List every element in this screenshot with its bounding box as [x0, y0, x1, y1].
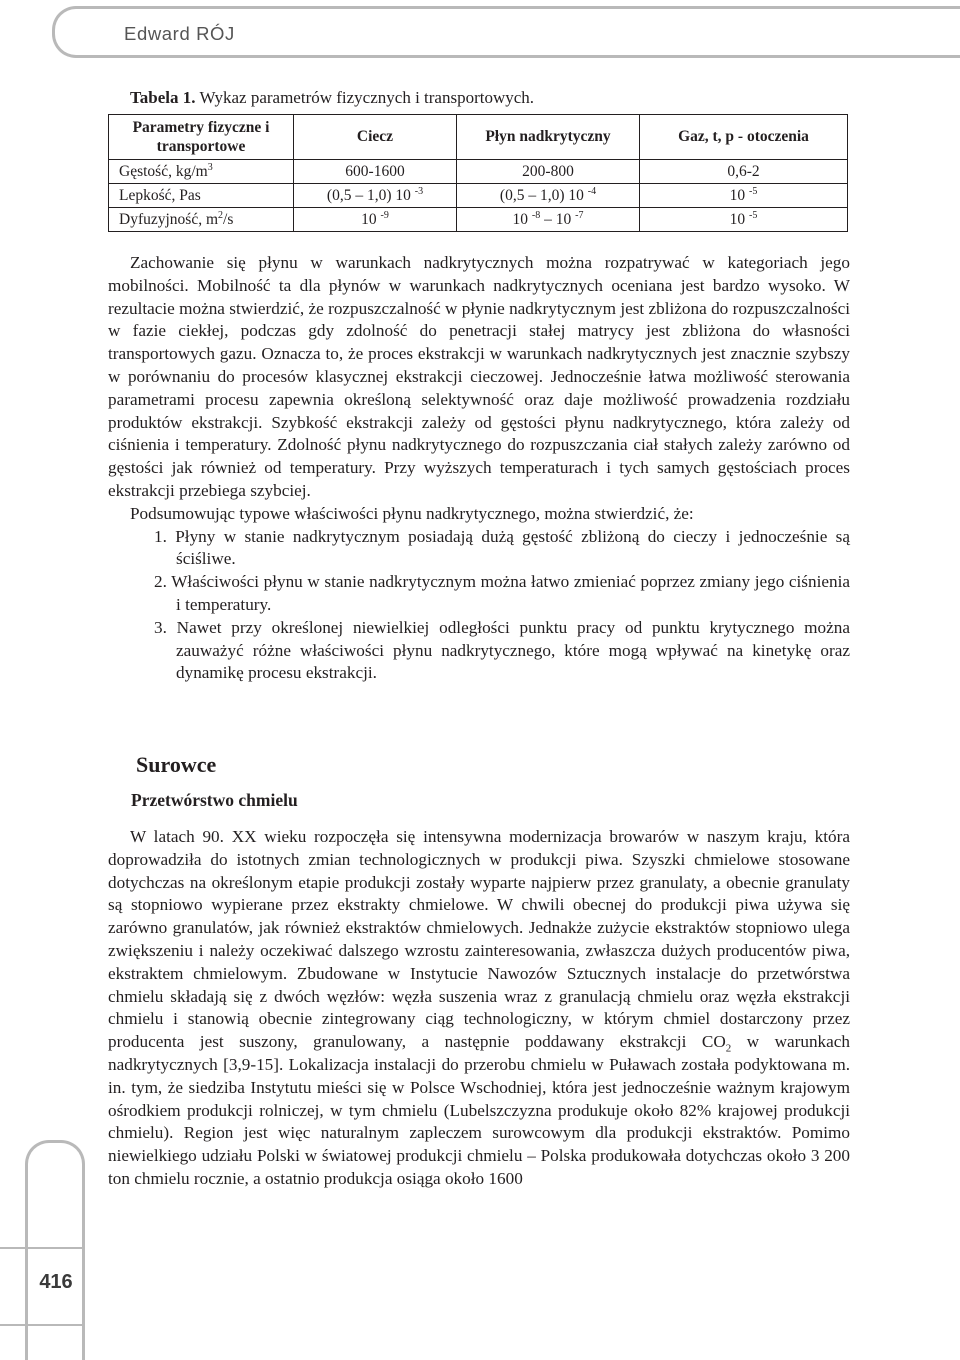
- table-caption-text: Wykaz parametrów fizycznych i transportowych.: [195, 88, 535, 107]
- param-cell: Gęstość, $kg/m^3$: [109, 160, 294, 184]
- table-row: [109, 160, 848, 184]
- table-row: [109, 184, 848, 208]
- header-supercritical-fluid: Płyn nadkrytyczny: [457, 115, 640, 160]
- body-text-main: [108, 252, 850, 685]
- page-number-divider-bottom: [0, 1324, 85, 1326]
- gas-cell: 10 $^{-5}$: [640, 208, 848, 232]
- param-cell: Dyfuzyjność, $m^2/s$: [109, 208, 294, 232]
- list-item: 3. Nawet przy określonej niewielkiej odległości punktu pracy od punktu krytycznego można zauważyć różne właściwości płynu nadkrytycznego, które mogą wpływać na kinetykę oraz dynamikę procesu ekstrakcji.: [154, 617, 850, 683]
- page-number: 416: [39, 1271, 73, 1293]
- list-item: 2. Właściwości płynu w stanie nadkrytycznym można łatwo zmieniać poprzez zmiany jego ciśnienia i temperatury.: [154, 572, 850, 614]
- gas-cell: 10 $^{-5}$: [640, 184, 848, 208]
- liquid-cell: 600-1600: [294, 160, 457, 184]
- liquid-cell: (0,5 – 1,0) 10 $^{-3}$: [294, 184, 457, 208]
- paragraph-mobility: Zachowanie się płynu w warunkach nadkrytycznych można rozpatrywać w kategoriach jego mobilności. Mobilność ta dla płynów w warunkach nadkrytycznych oceniana jest bardzo wysoko. W rezultacie można stwierdzić, że rozpuszczalność w płynie nadkrytycznym jest zbliżona do rozpuszczalności w fazie ciekłej, podczas gdy zdolność do penetracji stałej matrycy jest zbliżona do własności transportowych gazu. Oznacza to, że proces ekstrakcji w warunkach nadkrytycznych jest znacznie szybszy w porównaniu do procesów klasycznej ekstrakcji cieczowej. Jednocześnie łatwa możliwość sterowania parametrami procesu zapewnia określoną selektywność oraz daje możliwość prowadzenia rozdziału produktów ekstrakcji. Szybkość ekstrakcji zależy od gęstości płynu nadkrytycznego, która zależy od ciśnienia i temperatury. Zdolność płynu nadkrytycznego do rozpuszczania ciał stałych zależy zarówno od gęstości jak również od temperatury. Przy wyższych temperaturach i tych samych gęstościach proces ekstrakcji przebiega szybciej.: [108, 253, 850, 500]
- fluid-cell: (0,5 – 1,0) 10 $^{-4}$: [457, 184, 640, 208]
- page-number-divider: [0, 1247, 85, 1249]
- parameters-table: [108, 114, 848, 232]
- fluid-cell: 200-800: [457, 160, 640, 184]
- table-header-row: [109, 115, 848, 160]
- paragraph-hops: W latach 90. XX wieku rozpoczęła się intensywna modernizacja browarów w naszym kraju, która doprowadziła do istotnych zmian technologicznych w produkcji piwa. Szyszki chmielowe stosowane dotychczas na określonym etapie produkcji zostały wyparte najpierw przez granulaty, a obecnie granulaty są stopniowo wypierane przez ekstrakty chmielowe. W chwili obecnej do produkcji piwa używa się zarówno granulatów, jak również ekstraktów chmielowych. Jednakże zużycie ekstraktów stopniowo ulega zwiększeniu i należy oczekiwać dalszego wzrostu zainteresowania, zwłaszcza dużych producentów piwa, ekstraktem chmielowym. Zbudowane w Instytucie Nawozów Sztucznych instalacje do przetwórstwa chmielu składają się z dwóch węzłów: węzła suszenia wraz z granulacją chmielu oraz węzła ekstrakcji chmielu i stanowią obecnie zintegrowany ciąg technologiczny, w którym chmiel dostarczony przez producenta jest suszony, granulowany, a następnie poddawany ekstrakcji $CO_2$ w warunkach nadkrytycznych [3,9-15]. Lokalizacja instalacji do przerobu chmielu w Puławach została podyktowana m. in. tym, że siedziba Instytutu mieści się w Polsce Wschodniej, która jest jednocześnie ważnym krajowym ośrodkiem produkcji rolniczej, w tym chmielu (Lubelszczyzna produkuje około 82% krajowej produkcji chmielu). Region jest więc naturalnym zapleczem surowcowym dla produkcji ekstraktów. Pomimo niewielkiego udziału Polski w światowej produkcji chmielu – Polska produkowała dotychczas około 3 200 ton chmielu rocznie, a ostatnio produkcja osiąga około 1600: [108, 827, 850, 1188]
- subsection-title: Przetwórstwo chmielu: [131, 790, 298, 810]
- gas-cell: 0,6-2: [640, 160, 848, 184]
- liquid-cell: 10 $^{-9}$: [294, 208, 457, 232]
- table-row: [109, 208, 848, 232]
- running-header-author: Edward RÓJ: [124, 23, 235, 44]
- body-text-hops: [108, 826, 850, 1191]
- header-liquid: Ciecz: [294, 115, 457, 160]
- param-cell: Lepkość, Pas: [109, 184, 294, 208]
- properties-list: [108, 526, 850, 686]
- fluid-cell: 10 $^{-8}$ – 10 $^{-7}$: [457, 208, 640, 232]
- table-caption: [130, 88, 534, 108]
- header-parameters: Parametry fizyczne i transportowe: [109, 115, 294, 160]
- list-item: 1. Płyny w stanie nadkrytycznym posiadają dużą gęstość zbliżoną do cieczy i jednocześnie są ściśliwe.: [154, 526, 850, 569]
- header-gas: Gaz, t, p - otoczenia: [640, 115, 848, 160]
- table-caption-label: Tabela 1.: [130, 88, 196, 107]
- paragraph-summary-intro: Podsumowując typowe właściwości płynu nadkrytycznego, można stwierdzić, że:: [130, 503, 694, 523]
- section-title: Surowce: [136, 752, 217, 777]
- page-number-frame: [25, 1140, 85, 1360]
